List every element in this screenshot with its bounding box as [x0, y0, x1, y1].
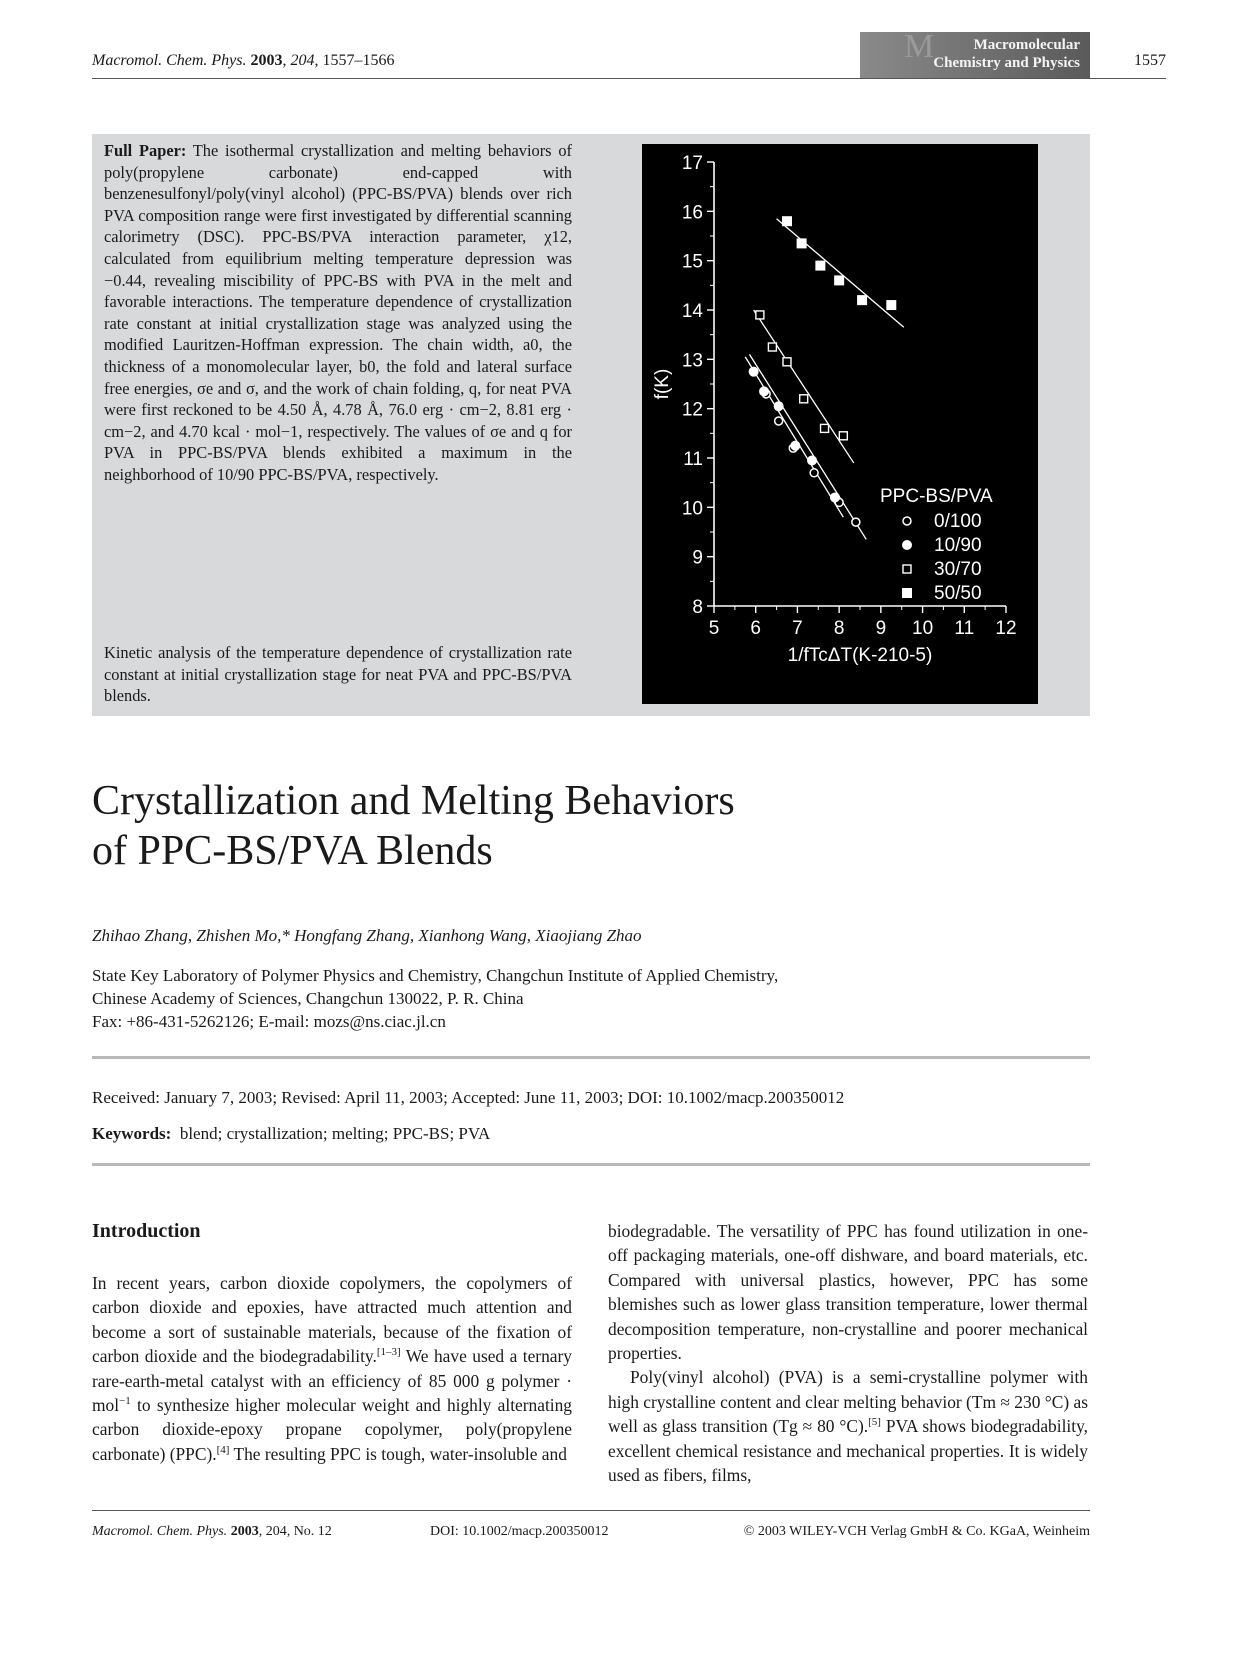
- legend-marker: [903, 565, 911, 573]
- data-point-30-70: [756, 311, 764, 319]
- figure-caption: Kinetic analysis of the temperature dependence of crystallization rate constant at initial crystallization stage for neat PVA and PPC-BS/PVA blends.: [104, 643, 572, 706]
- logo-line-2: Chemistry and Physics: [933, 55, 1080, 71]
- section-heading-introduction: Introduction: [92, 1220, 201, 1242]
- chart-legend: [880, 486, 993, 604]
- divider-bottom: [92, 1163, 1090, 1166]
- y-tick-label: 11: [683, 449, 703, 470]
- x-tick-label: 12: [995, 618, 1017, 639]
- x-axis-label: 1/fTcΔT(K-210-5): [787, 645, 933, 666]
- data-point-30-70: [821, 424, 829, 432]
- keywords-label: Keywords:: [92, 1124, 172, 1143]
- page-number: 1557: [1134, 52, 1166, 69]
- title-line-1: Crystallization and Melting Behaviors: [92, 778, 735, 824]
- chart-svg: [642, 144, 1038, 704]
- y-tick-label: 8: [692, 597, 703, 618]
- data-point-30-70: [783, 358, 791, 366]
- journal-year: 2003: [250, 52, 283, 69]
- graphical-abstract: [92, 134, 1090, 716]
- x-tick-label: 8: [833, 618, 845, 639]
- y-tick-label: 17: [681, 153, 703, 174]
- x-tick-label: 6: [750, 618, 762, 639]
- keywords-list: blend; crystallization; melting; PPC-BS; PVA: [179, 1124, 491, 1143]
- y-tick-label: 12: [681, 399, 703, 421]
- data-point-50-50: [834, 275, 844, 285]
- title-line-2: of PPC-BS/PVA Blends: [92, 828, 493, 874]
- keywords: [92, 1124, 490, 1144]
- intro-paragraph-3: Poly(vinyl alcohol) (PVA) is a semi-crystalline polymer with high crystalline content and clear melting behavior (Tm ≈ 230 °C) as well as glass transition (Tg ≈ 80 °C).[5] PVA shows biodegradability, excellent chemical resistance and mechanical properties. It is widely used as fibers, films,: [608, 1367, 1088, 1486]
- intro-paragraph-2: biodegradable. The versatility of PPC has found utilization in one-off packaging materials, one-off dishware, and board materials, etc. Compared with universal plastics, however, PPC has some blemishes such as lower glass transition temperature, lower thermal decomposition temperature, non-crystalline and poorer mechanical properties.: [608, 1221, 1088, 1364]
- data-point-10-90: [774, 401, 784, 411]
- y-tick-label: 9: [692, 547, 703, 569]
- fit-line-0-100: [749, 354, 866, 539]
- author-list: Zhihao Zhang, Zhishen Mo,* Hongfang Zhang, Xianhong Wang, Xiaojiang Zhao: [92, 926, 642, 945]
- logo-line-1: Macromolecular: [973, 37, 1080, 53]
- y-tick-label: 14: [681, 301, 703, 322]
- fit-line-50-50: [777, 219, 904, 328]
- footer-rule: [92, 1510, 1090, 1511]
- y-axis-label: f(K): [652, 368, 673, 400]
- body-column-right: [608, 1219, 1088, 1487]
- data-point-10-90: [830, 492, 840, 502]
- chart-points: [749, 216, 897, 526]
- data-point-0-100: [775, 417, 783, 425]
- x-tick-label: 9: [875, 618, 887, 639]
- divider-top: [92, 1056, 1090, 1059]
- journal-name: Macromol. Chem. Phys.: [92, 52, 247, 69]
- legend-label: 50/50: [934, 583, 982, 604]
- data-point-10-90: [749, 367, 759, 377]
- data-point-0-100: [810, 469, 818, 477]
- abstract-body: The isothermal crystallization and melting behaviors of poly(propylene carbonate) end-capped with benzenesulfonyl/poly(vinyl alcohol) (PPC-BS/PVA) blends over rich PVA composition range were first investigated by differential scanning calorimetry (DSC). PPC-BS/PVA interaction parameter, χ12, calculated from equilibrium melting temperature depression was −0.44, revealing miscibility of PPC-BS with PVA in the melt and favorable interactions. The temperature dependence of crystallization rate constant at initial crystallization stage was analyzed using the modified Lauritzen-Hoffman expression. The chain width, a0, the thickness of a monomolecular layer, b0, the fold and lateral surface free energies, σe and σ, and the work of chain folding, q, for neat PVA were first reckoned to be 4.50 Å, 4.78 Å, 76.0 erg · cm−2, 8.81 erg · cm−2, and 4.70 kcal · mol−1, respectively. The values of σe and q for PVA in PPC-BS/PVA blends exhibited a maximum in the neighborhood of 10/90 PPC-BS/PVA, respectively.: [104, 141, 572, 484]
- data-point-50-50: [886, 300, 896, 310]
- legend-marker: [902, 540, 912, 550]
- legend-label: 30/70: [934, 559, 982, 580]
- data-point-50-50: [797, 238, 807, 248]
- y-tick-label: 10: [681, 498, 703, 520]
- y-tick-label: 15: [681, 251, 703, 273]
- data-point-10-90: [807, 455, 817, 465]
- data-point-30-70: [839, 432, 847, 440]
- journal-volume: 204: [290, 52, 315, 69]
- paper-title: [92, 776, 735, 876]
- x-tick-label: 5: [708, 618, 720, 639]
- intro-paragraph-1: In recent years, carbon dioxide copolymers, the copolymers of carbon dioxide and epoxies, have attracted much attention and become a sort of sustainable materials, because of the fixation of carbon dioxide and the biodegradability.[1–3] We have used a ternary rare-earth-metal catalyst with an efficiency of 85 000 g polymer · mol$^{-1}$ to synthesize higher molecular weight and highly alternating carbon dioxide-epoxy propane copolymer, poly(propylene carbonate) (PPC).[4] The resulting PPC is tough, water-insoluble and: [92, 1273, 572, 1464]
- data-point-10-90: [759, 386, 769, 396]
- logo-letter-mark: M: [904, 28, 935, 65]
- running-header: [92, 28, 1166, 79]
- data-point-10-90: [790, 441, 800, 451]
- footer-doi: DOI: 10.1002/macp.200350012: [430, 1524, 609, 1539]
- affiliation-line-1: State Key Laboratory of Polymer Physics and Chemistry, Changchun Institute of Applied Chemistry,: [92, 966, 779, 985]
- legend-label: 10/90: [934, 535, 982, 556]
- journal-pages: 1557–1566: [322, 52, 395, 69]
- x-tick-label: 7: [792, 618, 803, 639]
- y-tick-label: 13: [681, 350, 703, 372]
- affiliation-line-3: Fax: +86-431-5262126; E-mail: mozs@ns.ciac.jl.cn: [92, 1012, 446, 1031]
- legend-marker: [903, 517, 911, 525]
- journal-citation: Macromol. Chem. Phys. 2003, 204, 1557–1566: [92, 52, 395, 69]
- data-point-50-50: [782, 216, 792, 226]
- legend-title: PPC-BS/PVA: [880, 486, 993, 507]
- x-tick-label: 11: [954, 618, 975, 639]
- journal-logo: [860, 28, 1090, 78]
- kinetic-analysis-chart: [642, 144, 1038, 704]
- affiliation: [92, 964, 778, 1033]
- x-tick-label: 10: [912, 618, 934, 639]
- received-dates: Received: January 7, 2003; Revised: April 11, 2003; Accepted: June 11, 2003; DOI: 10.1002/macp.200350012: [92, 1088, 845, 1107]
- data-point-0-100: [852, 518, 860, 526]
- legend-marker: [902, 588, 912, 598]
- legend-label: 0/100: [934, 511, 982, 532]
- affiliation-line-2: Chinese Academy of Sciences, Changchun 130022, P. R. China: [92, 989, 524, 1008]
- y-tick-label: 16: [681, 202, 703, 224]
- data-point-50-50: [815, 261, 825, 271]
- footer-journal: Macromol. Chem. Phys. 2003, 204, No. 12: [92, 1524, 332, 1539]
- data-point-50-50: [857, 295, 867, 305]
- data-point-30-70: [768, 343, 776, 351]
- body-column-left: [92, 1219, 572, 1466]
- fit-line-10-90: [745, 357, 843, 517]
- abstract-text: [104, 140, 572, 486]
- data-point-30-70: [800, 395, 808, 403]
- abstract-label: Full Paper:: [104, 141, 187, 160]
- footer-copyright: © 2003 WILEY-VCH Verlag GmbH & Co. KGaA, Weinheim: [743, 1524, 1090, 1539]
